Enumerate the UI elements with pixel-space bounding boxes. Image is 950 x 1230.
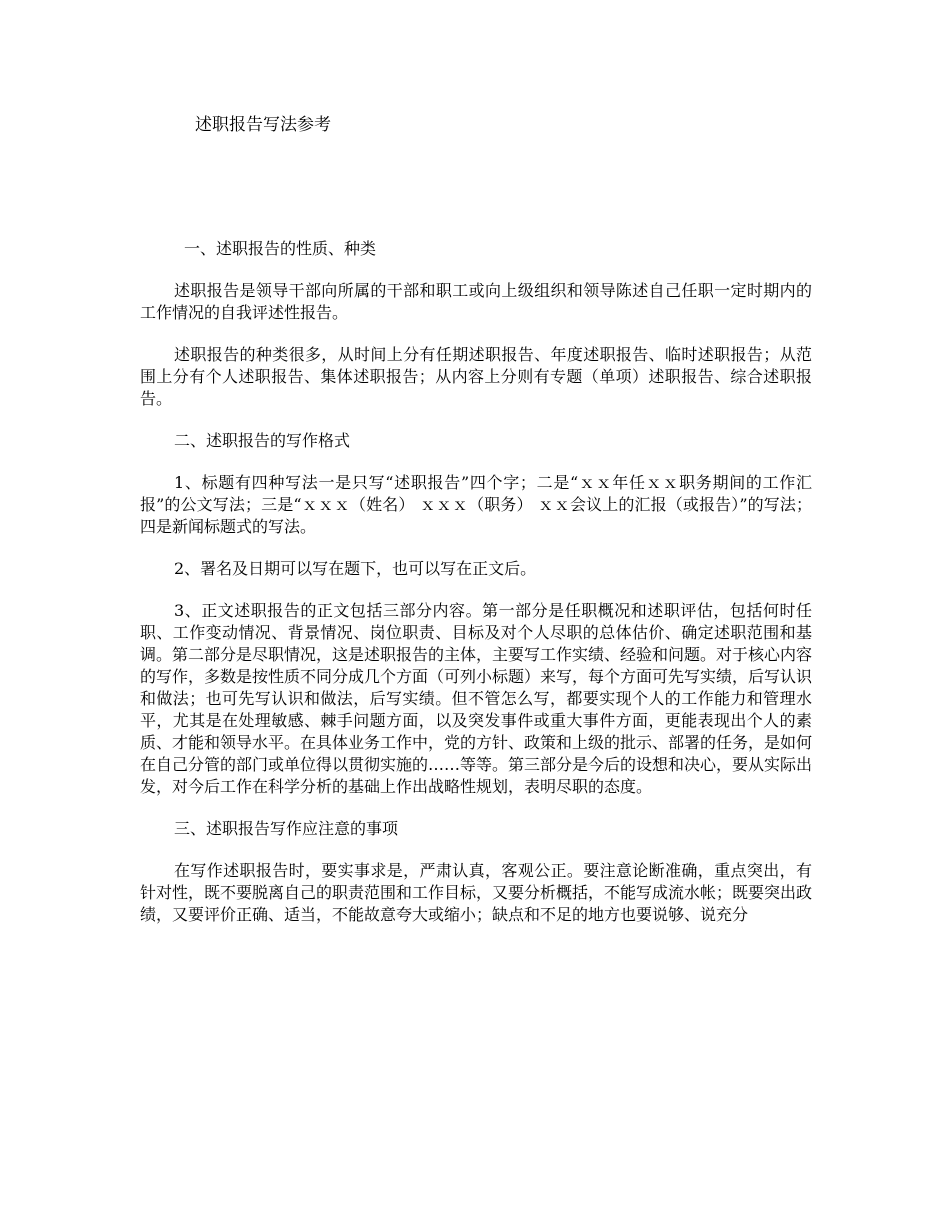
paragraph-body-content: 3、正文述职报告的正文包括三部分内容。第一部分是任职概况和述职评估，包括何时任职、工作变动情况、背景情况、岗位职责、目标及对个人尽职的总体估价、确定述职范围和基调。第二部分是尽职情况，这是述职报告的主体，主要写工作实绩、经验和问题。对于核心内容的写作，多数是按性质不同分成几个方面（可列小标题）来写，每个方面可先写实绩，后写认识和做法；也可先写认识和做法，后写实绩。但不管怎么写，都要实现个人的工作能力和管理水平，尤其是在处理敏感、棘手问题方面，以及突发事件或重大事件方面，更能表现出个人的素质、才能和领导水平。在具体业务工作中，党的方针、政策和上级的批示、部署的任务，是如何在自己分管的部门或单位得以贯彻实施的……等等。第三部分是今后的设想和决心，要从实际出发，对今后工作在科学分析的基础上作出战略性规划，表明尽职的态度。 — [140, 601, 813, 796]
paragraph-notes: 在写作述职报告时，要实事求是，严肃认真，客观公正。要注意论断准确，重点突出，有针对性，既不要脱离自己的职责范围和工作目标，又要分析概括，不能写成流水帐；既要突出政绩，又要评价正确、适当，不能故意夸大或缩小；缺点和不足的地方也要说够、说充分 — [140, 861, 813, 924]
document-title: 述职报告写法参考 — [195, 115, 331, 135]
section-heading-nature-types: 一、述职报告的性质、种类 — [184, 239, 377, 258]
paragraph-title-methods: 1、标题有四种写法一是只写“述职报告”四个字；二是“ｘｘ年任ｘｘ职务期间的工作汇报”的公文写法；三是“ｘｘｘ（姓名） ｘｘｘ（职务） ｘｘ会议上的汇报（或报告）”的写法；四是新闻标题式的写法。 — [140, 473, 812, 536]
section-heading-format: 二、述职报告的写作格式 — [174, 431, 351, 450]
paragraph-definition: 述职报告是领导干部向所属的干部和职工或向上级组织和领导陈述自己任职一定时期内的工作情况的自我评述性报告。 — [140, 281, 812, 322]
section-heading-notes: 三、述职报告写作应注意的事项 — [174, 819, 399, 838]
paragraph-types: 述职报告的种类很多，从时间上分有任期述职报告、年度述职报告、临时述职报告；从范围上分有个人述职报告、集体述职报告；从内容上分则有专题（单项）述职报告、综合述职报告。 — [140, 345, 812, 408]
paragraph-signature-date: 2、署名及日期可以写在题下，也可以写在正文后。 — [174, 559, 537, 578]
document-body — [140, 238, 812, 946]
